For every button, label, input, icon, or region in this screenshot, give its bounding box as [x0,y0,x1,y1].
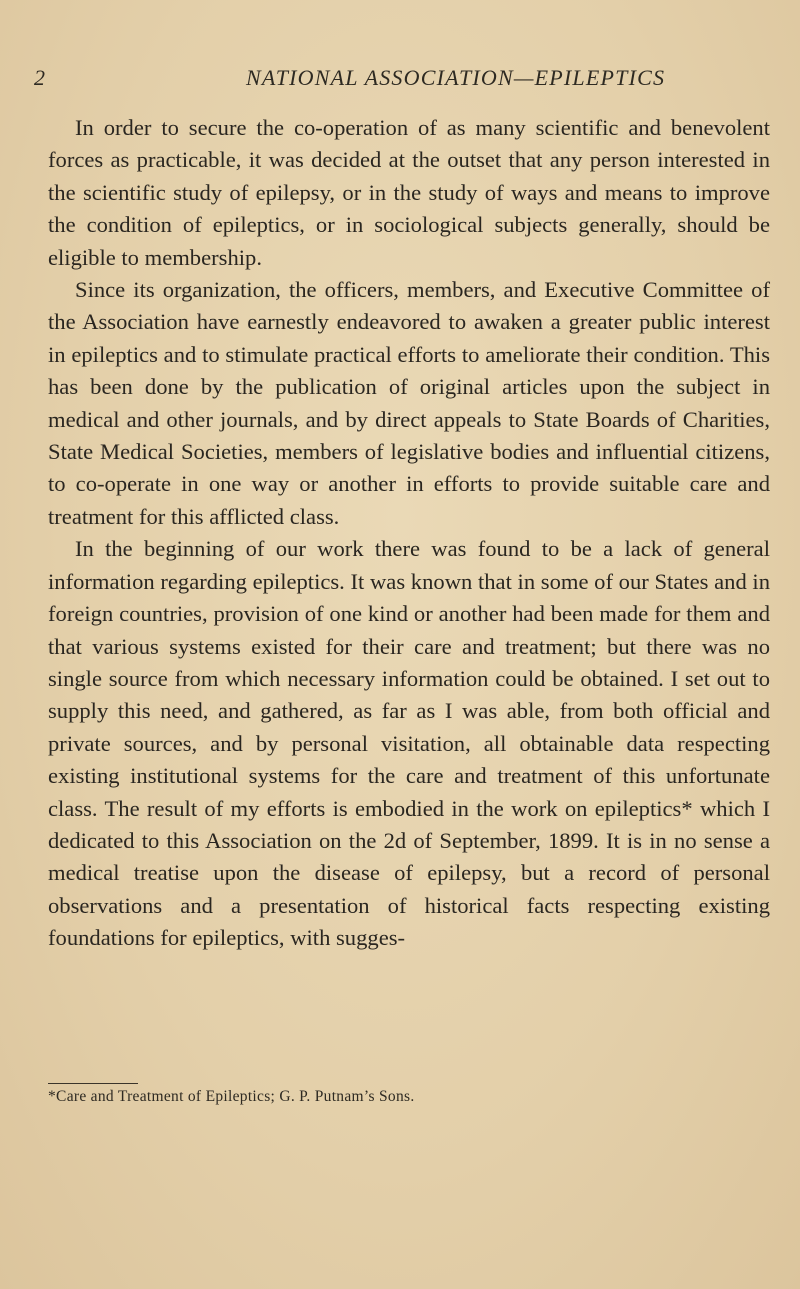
running-head: NATIONAL ASSOCIATION—EPILEPTICS [246,65,666,90]
footnote-rule [48,1083,138,1084]
paragraph-3: In the beginning of our work there was found to be a lack of general information regarding epileptics. It was known that in some of our States and in foreign countries, provision of one kind or another had been made for them and that various systems existed for their care and treatment; but there was no single source from which necessary information could be obtained. I set out to supply this need, and gathered, as far as I was able, from both official and private sources, and by personal visitation, all obtainable data respecting existing institutional systems for the care and treatment of this unfortunate class. The result of my efforts is embodied in the work on epileptics* which I dedicated to this Association on the 2d of September, 1899. It is in no sense a medical treatise upon the disease of epilepsy, but a record of personal observations and a presentation of historical facts respecting existing foundations for epileptics, with sugges- [48,536,770,951]
body-text [48,112,770,955]
page-number: 2 [34,65,45,90]
paragraph-1: In order to secure the co-operation of as many scientific and benevolent forces as practicable, it was decided at the outset that any person interested in the scientific study of epilepsy, or in the study of ways and means to improve the condition of epileptics, or in sociological subjects generally, should be eligible to membership. [48,115,770,270]
footnote: *Care and Treatment of Epileptics; G. P. Putnam’s Sons. [48,1088,415,1105]
paragraph-2: Since its organization, the officers, members, and Executive Committee of the Association have earnestly endeavored to awaken a greater public interest in epileptics and to stimulate practical efforts to ameliorate their condition. This has been done by the publication of original articles upon the subject in medical and other journals, and by direct appeals to State Boards of Charities, State Medical Societies, members of legislative bodies and influential citizens, to co-operate in one way or another in efforts to provide suitable care and treatment for this afflicted class. [48,277,770,529]
